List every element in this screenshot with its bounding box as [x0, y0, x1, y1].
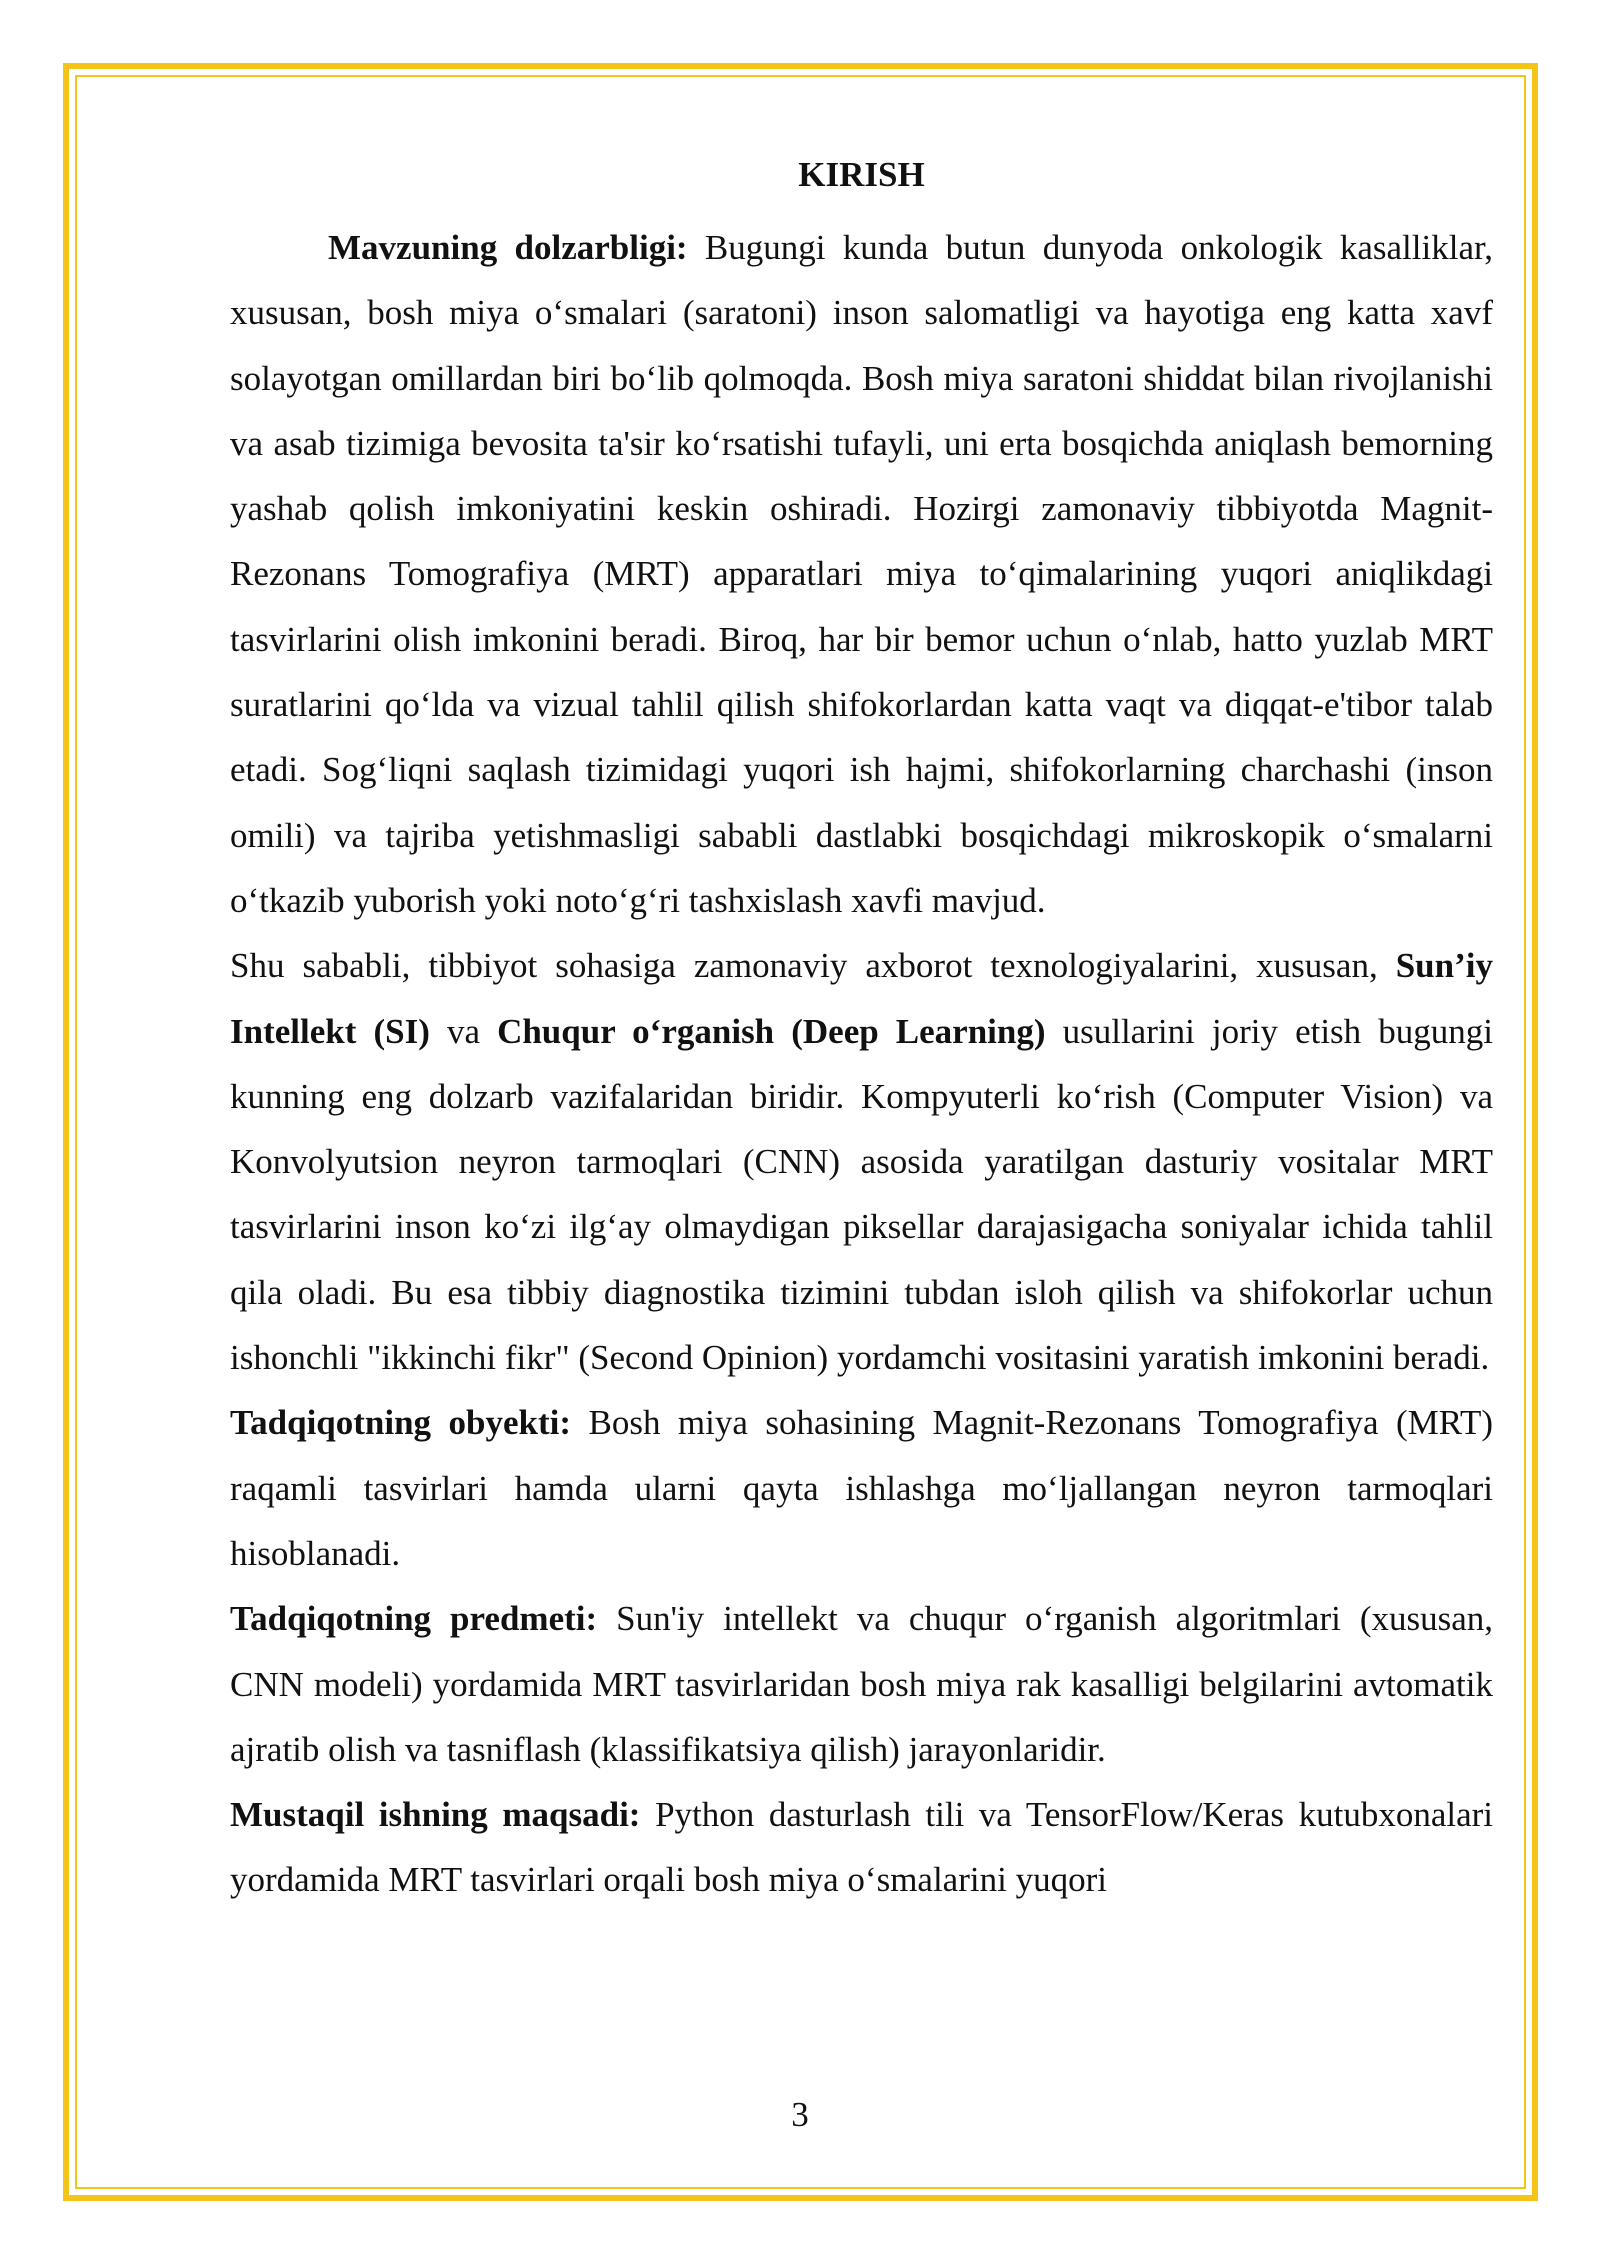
relevance-label: Mavzuning dolzarbligi:	[328, 228, 688, 267]
object-paragraph	[230, 1390, 1493, 1586]
goal-label: Mustaqil ishning maqsadi:	[230, 1795, 641, 1835]
deep-learning-term: Chuqur o‘rganish (Deep Learning)	[497, 1011, 1046, 1051]
ai-paragraph	[230, 933, 1493, 1390]
goal-text: Python dasturlash tili va TensorFlow/Keras kutubxonalari yordamida MRT tasvirlari orqali bosh miya o‘smalarini yuqori	[230, 1795, 1493, 1900]
document-body	[230, 150, 1493, 1913]
ai-term: Sun’iy Intellekt (SI)	[230, 946, 1493, 1051]
subject-paragraph	[230, 1586, 1493, 1782]
subject-label: Tadqiqotning predmeti:	[230, 1599, 598, 1639]
relevance-text: Bugungi kunda butun dunyoda onkologik kasalliklar, xususan, bosh miya o‘smalari (saratoni) inson salomatligi va hayotiga eng katta xavf solayotgan omillardan biri bo‘lib qolmoqda. Bosh miya saratoni shiddat bilan rivojlanishi va asab tizimiga bevosita ta'sir ko‘rsatishi tufayli, uni erta bosqichda aniqlash bemorning yashab qolish imkoniyatini keskin oshiradi. Hozirgi zamonaviy tibbiyotda Magnit-Rezonans Tomografiya (MRT) apparatlari miya to‘qimalarining yuqori aniqlikdagi tasvirlarini olish imkonini beradi. Biroq, har bir bemor uchun o‘nlab, hatto yuzlab MRT suratlarini qo‘lda va vizual tahlil qilish shifokorlardan katta vaqt va diqqat-e'tibor talab etadi. Sog‘liqni saqlash tizimidagi yuqori ish hajmi, shifokorlarning charchashi (inson omili) va tajriba yetishmasligi sababli dastlabki bosqichdagi mikroskopik o‘smalarni o‘tkazib yuborish yoki noto‘g‘ri tashxislash xavfi mavjud.	[230, 228, 1493, 920]
ai-text-start: Shu sababli, tibbiyot sohasiga zamonaviy axborot texnologiyalarini, xususan,	[230, 946, 1396, 986]
object-text: Bosh miya sohasining Magnit-Rezonans Tomografiya (MRT) raqamli tasvirlari hamda ularni qayta ishlashga mo‘ljallangan neyron tarmoqlari hisoblanadi.	[230, 1403, 1494, 1573]
ai-text-va: va	[429, 1011, 498, 1051]
object-label: Tadqiqotning obyekti:	[230, 1403, 572, 1443]
section-title: KIRISH	[798, 155, 925, 194]
page-number: 3	[791, 2095, 809, 2134]
ai-text-end: usullarini joriy etish bugungi kunning eng dolzarb vazifalaridan biridir. Kompyuterli ko‘rish (Computer Vision) va Konvolyutsion neyron tarmoqlari (CNN) asosida yaratilgan dasturiy vositalar MRT tasvirlarini inson ko‘zi ilg‘ay olmaydigan piksellar darajasigacha soniyalar ichida tahlil qila oladi. Bu esa tibbiy diagnostika tizimini tubdan isloh qilish va shifokorlar uchun ishonchli "ikkinchi fikr" (Second Opinion) yordamchi vositasini yaratish imkonini beradi.	[230, 1011, 1493, 1378]
goal-paragraph	[230, 1782, 1493, 1913]
subject-text: Sun'iy intellekt va chuqur o‘rganish algoritmlari (xususan, CNN modeli) yordamida MRT tasvirlaridan bosh miya rak kasalligi belgilarini avtomatik ajratib olish va tasniflash (klassifikatsiya qilish) jarayonlaridir.	[230, 1599, 1494, 1769]
relevance-paragraph	[230, 215, 1493, 933]
